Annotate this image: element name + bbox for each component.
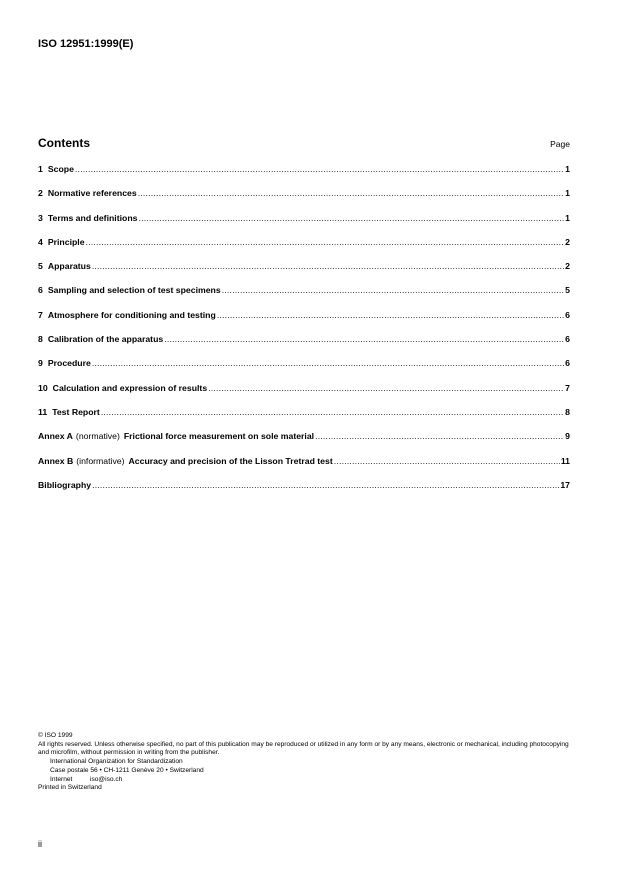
- toc-entry-page: 5: [565, 285, 570, 296]
- toc-entry-page: 6: [565, 334, 570, 345]
- page-number: ii: [38, 839, 42, 849]
- dot-leader: [208, 383, 564, 393]
- toc-entry-page: 8: [565, 406, 570, 417]
- toc-entry-terms-and-definitions[interactable]: [38, 213, 570, 237]
- toc-entry-page: 6: [565, 309, 570, 320]
- organization-name: International Organization for Standardization: [50, 758, 183, 766]
- toc-entry-page: 1: [565, 188, 570, 199]
- toc-entry-page: 2: [565, 236, 570, 247]
- toc-entry-number: 4: [38, 236, 43, 247]
- printed-location: Printed in Switzerland: [38, 784, 102, 792]
- toc-entry-label: Terms and definitions: [47, 212, 138, 223]
- toc-entry-number: 10: [38, 382, 48, 393]
- toc-entry-normative-references[interactable]: [38, 188, 570, 212]
- toc-entry-calculation[interactable]: [38, 383, 570, 407]
- toc-entry-label: Procedure: [47, 358, 91, 369]
- toc-entry-number: 2: [38, 188, 43, 199]
- toc-entry-label: Principle: [47, 236, 85, 247]
- toc-entry-annex-b[interactable]: [38, 456, 570, 480]
- toc-entry-label: Atmosphere for conditioning and testing: [47, 309, 216, 320]
- dot-leader: [101, 407, 564, 417]
- annex-type: (informative): [76, 455, 125, 466]
- dot-leader: [334, 456, 560, 466]
- dot-leader: [86, 237, 565, 247]
- internet-contact: [38, 776, 578, 785]
- internet-label: Internet: [50, 775, 73, 783]
- toc-entry-label: Test Report: [52, 406, 100, 417]
- dot-leader: [138, 213, 564, 223]
- copyright-block: [38, 732, 578, 793]
- toc-entry-label: Apparatus: [47, 261, 91, 272]
- toc-entry-number: 6: [38, 285, 43, 296]
- toc-entry-label: Calculation and expression of results: [52, 382, 208, 393]
- annex-label: Annex A: [38, 431, 73, 442]
- toc-entry-page: 1: [565, 212, 570, 223]
- dot-leader: [92, 358, 564, 368]
- table-of-contents: [38, 164, 570, 504]
- copyright-notice: © ISO 1999: [38, 732, 73, 739]
- toc-entry-page: 1: [565, 164, 570, 174]
- toc-entry-label: Calibration of the apparatus: [47, 334, 164, 345]
- toc-entry-procedure[interactable]: [38, 358, 570, 382]
- toc-entry-label: Sampling and selection of test specimens: [47, 285, 221, 296]
- toc-entry-page: 6: [565, 358, 570, 369]
- dot-leader: [92, 261, 564, 271]
- dot-leader: [217, 310, 564, 320]
- toc-entry-scope[interactable]: [38, 164, 570, 188]
- toc-entry-apparatus[interactable]: [38, 261, 570, 285]
- internet-email[interactable]: iso@iso.ch: [90, 775, 123, 783]
- document-header: ISO 12951:1999(E): [38, 38, 134, 50]
- annex-type: (normative): [75, 431, 120, 442]
- toc-entry-atmosphere[interactable]: [38, 310, 570, 334]
- toc-entry-number: 7: [38, 309, 43, 320]
- toc-entry-number: 3: [38, 212, 43, 223]
- page-column-label: Page: [550, 139, 570, 149]
- toc-entry-page: 9: [565, 431, 570, 442]
- toc-entry-sampling[interactable]: [38, 285, 570, 309]
- toc-entry-bibliography[interactable]: [38, 480, 570, 504]
- annex-label: Annex B: [38, 455, 74, 466]
- toc-entry-number: 8: [38, 334, 43, 345]
- toc-entry-page: 11: [560, 455, 570, 466]
- contents-title: Contents: [38, 136, 90, 150]
- toc-entry-label: Normative references: [47, 188, 137, 199]
- dot-leader: [222, 285, 564, 295]
- toc-entry-page: 2: [565, 261, 570, 272]
- toc-entry-label: Scope: [47, 164, 74, 174]
- dot-leader: [164, 334, 564, 344]
- toc-entry-label: Bibliography: [38, 479, 92, 490]
- toc-entry-annex-a[interactable]: [38, 431, 570, 455]
- toc-entry-number: 9: [38, 358, 43, 369]
- dot-leader: [92, 480, 559, 490]
- annex-title: Accuracy and precision of the Lisson Tretrad test: [128, 455, 333, 466]
- dot-leader: [315, 431, 564, 441]
- toc-entry-number: 5: [38, 261, 43, 272]
- dot-leader: [138, 188, 564, 198]
- annex-title: Frictional force measurement on sole material: [123, 431, 315, 442]
- toc-entry-page: 7: [565, 382, 570, 393]
- organization-address: Case postale 56 • CH-1211 Genève 20 • Switzerland: [50, 766, 204, 774]
- rights-statement: All rights reserved. Unless otherwise specified, no part of this publication may be reproduced or utilized in any form or by any means, electronic or mechanical, including photocopying and microfilm, without permission in writing from the publisher.: [38, 740, 569, 757]
- toc-entry-number: 1: [38, 164, 43, 174]
- toc-entry-principle[interactable]: [38, 237, 570, 261]
- toc-entry-page: 17: [560, 479, 570, 490]
- toc-entry-calibration[interactable]: [38, 334, 570, 358]
- dot-leader: [75, 164, 564, 174]
- toc-entry-number: 11: [38, 406, 48, 417]
- toc-entry-test-report[interactable]: [38, 407, 570, 431]
